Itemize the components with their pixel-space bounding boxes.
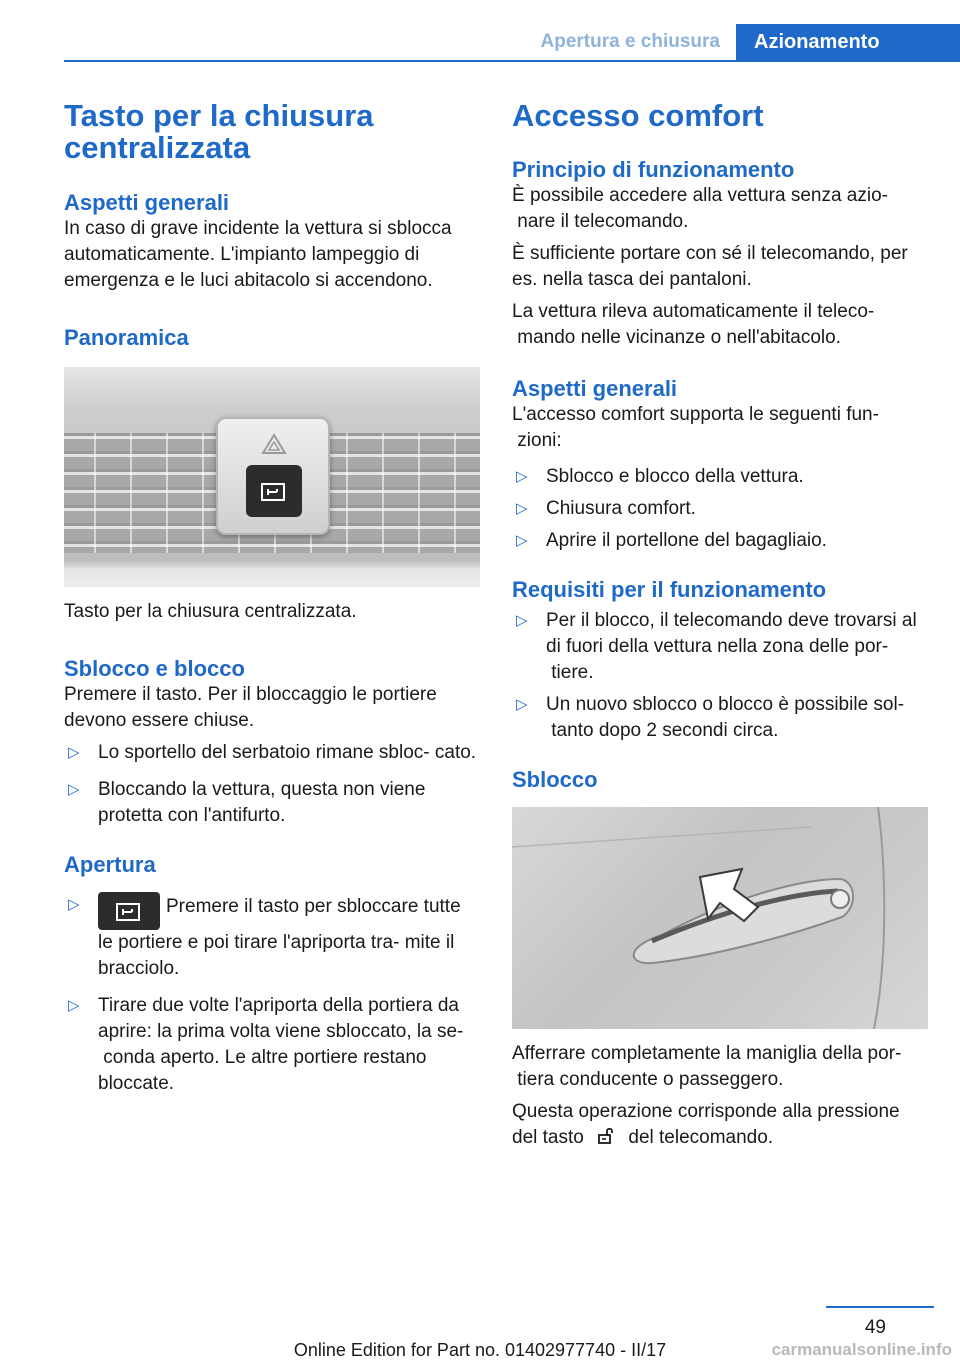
header-chapter-tab: Azionamento	[736, 24, 960, 62]
edition-note: Online Edition for Part no. 01402977740 - II/17	[293, 1340, 667, 1360]
overview-heading: Panoramica	[64, 325, 189, 350]
header-rule	[64, 60, 960, 62]
bullet-icon: ▷	[68, 781, 80, 798]
page-number: 49	[864, 1317, 886, 1338]
hazard-triangle-icon	[252, 431, 296, 457]
bullet-icon: ▷	[68, 896, 80, 913]
unlock-lock-text: Premere il tasto. Per il bloccaggio le portiere devono essere chiuse.	[64, 684, 437, 731]
list-item: ▷ Un nuovo sblocco o blocco è possibile sol- tanto dopo 2 secondi circa.	[516, 694, 905, 741]
unlock-paragraph-1: Afferrare completamente la maniglia della por- tiera conducente o passeggero.	[512, 1043, 902, 1090]
principle-paragraph: È possibile accedere alla vettura senza azio- nare il telecomando.	[512, 185, 888, 232]
general-text-right: L'accesso comfort supporta le seguenti fun- zioni:	[512, 404, 879, 451]
general-text-left: In caso di grave incidente la vettura si sblocca automaticamente. L'impianto lampeggio di emergenza e le luci abitacolo si accendono.	[64, 218, 452, 291]
left-column	[64, 100, 480, 1097]
unlock-icon	[589, 1126, 623, 1154]
requirements-list	[512, 608, 928, 744]
comfort-access-title: Accesso comfort	[512, 98, 764, 133]
bullet-icon: ▷	[516, 468, 528, 485]
principle-heading: Principio di funzionamento	[512, 157, 795, 182]
door-handle-image	[512, 807, 928, 1029]
list-item: ▷ Tirare due volte l'apriporta della portiera da aprire: la prima volta viene sbloccato, la se- conda aperto. Le altre portiere restano bloccate.	[68, 995, 464, 1094]
bullet-icon: ▷	[68, 744, 80, 761]
central-locking-button-image	[64, 367, 480, 587]
functions-list	[512, 464, 928, 554]
principle-paragraph: La vettura rileva automaticamente il teleco- mando nelle vicinanze o nell'abitacolo.	[512, 301, 875, 348]
unlock-lock-list	[64, 740, 480, 829]
general-heading-right: Aspetti generali	[512, 376, 678, 401]
bullet-icon: ▷	[516, 696, 528, 713]
door-lock-button-icon	[98, 892, 160, 930]
central-locking-button	[216, 417, 330, 535]
list-item: ▷ Aprire il portellone del bagagliaio.	[512, 528, 928, 554]
opening-list	[64, 892, 480, 1097]
list-item: ▷ Premere il tasto per sbloccare tutte le portiere e poi tirare l'apriporta tra- mite il bracciolo.	[64, 892, 480, 982]
door-lock-icon	[246, 465, 302, 517]
bullet-icon: ▷	[68, 997, 80, 1014]
bullet-icon: ▷	[516, 532, 528, 549]
opening-heading: Apertura	[64, 852, 156, 877]
page-header	[64, 24, 960, 62]
bullet-icon: ▷	[516, 612, 528, 629]
bullet-icon: ▷	[516, 500, 528, 517]
header-section-title: Apertura e chiusura	[540, 31, 720, 52]
right-column	[512, 100, 928, 1154]
list-item: ▷ Per il blocco, il telecomando deve trovarsi al di fuori della vettura nella zona delle por- tiere.	[516, 610, 917, 683]
unlock-heading: Sblocco	[512, 767, 598, 792]
list-item: ▷ Bloccando la vettura, questa non viene protetta con l'antifurto.	[68, 779, 426, 826]
central-locking-title: Tasto per la chiusura centralizzata	[64, 98, 374, 165]
list-item: ▷ Chiusura comfort.	[512, 496, 928, 522]
list-item: ▷ Sblocco e blocco della vettura.	[512, 464, 928, 490]
unlock-paragraph-2: Questa operazione corrisponde alla pressione del tasto del telecomando.	[512, 1099, 928, 1154]
requirements-heading: Requisiti per il funzionamento	[512, 577, 827, 602]
general-heading-left: Aspetti generali	[64, 190, 230, 215]
footer-rule	[826, 1306, 934, 1308]
door-handle-illustration	[512, 807, 928, 1029]
list-item: ▷ Lo sportello del serbatoio rimane sbloc- cato.	[64, 740, 480, 766]
unlock-lock-heading: Sblocco e blocco	[64, 656, 245, 681]
watermark: carmanualsonline.info	[771, 1340, 952, 1359]
principle-paragraph: È sufficiente portare con sé il telecomando, per es. nella tasca dei pantaloni.	[512, 243, 908, 290]
overview-caption: Tasto per la chiusura centralizzata.	[64, 601, 357, 622]
